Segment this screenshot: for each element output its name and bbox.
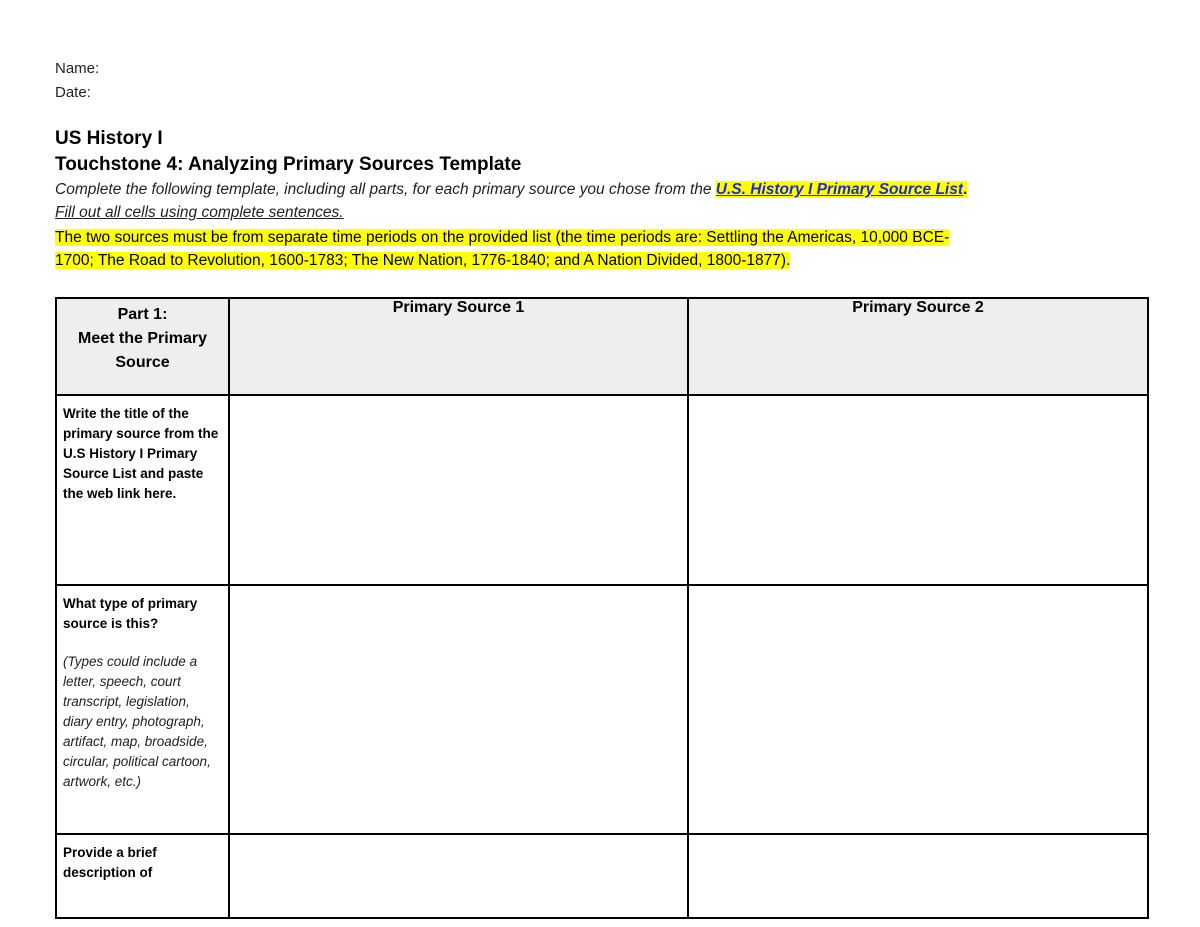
analysis-table bbox=[55, 297, 1149, 919]
student-info bbox=[55, 57, 99, 105]
row-label-cell bbox=[56, 585, 229, 834]
table-row bbox=[56, 585, 1148, 834]
row-label-cell bbox=[56, 834, 229, 918]
table-row bbox=[56, 395, 1148, 585]
title-block bbox=[55, 126, 1155, 272]
table-header-row bbox=[56, 298, 1148, 395]
instructions-lead: Complete the following template, including all parts, for each primary source you chose from the bbox=[55, 181, 716, 198]
fill-note: Fill out all cells using complete sentences. bbox=[55, 204, 344, 221]
part-header-line-1: Part 1: bbox=[117, 306, 168, 323]
part-header-line-2: Meet the Primary bbox=[78, 330, 207, 347]
source-1-title-cell[interactable] bbox=[229, 395, 688, 585]
course-title: US History I bbox=[55, 128, 163, 149]
instructions-line bbox=[55, 178, 1155, 202]
source-2-title-cell[interactable] bbox=[688, 395, 1148, 585]
instructions-period: . bbox=[963, 181, 968, 198]
source-1-type-cell[interactable] bbox=[229, 585, 688, 834]
row-label: What type of primary source is this? bbox=[63, 596, 198, 631]
source-1-description-cell[interactable] bbox=[229, 834, 688, 918]
primary-source-list-link[interactable]: U.S. History I Primary Source List bbox=[715, 181, 964, 198]
time-period-line-1: The two sources must be from separate time periods on the provided list (the time periods are: Settling the Americas, 10,000 BCE- bbox=[55, 229, 950, 246]
assignment-title: Touchstone 4: Analyzing Primary Sources Template bbox=[55, 154, 522, 175]
primary-source-1-header: Primary Source 1 bbox=[229, 298, 688, 395]
row-hint: (Types could include a letter, speech, court transcript, legislation, diary entry, photograph, artifact, map, broadside, circular, political cartoon, artwork, etc.) bbox=[63, 654, 211, 789]
source-2-type-cell[interactable] bbox=[688, 585, 1148, 834]
row-label: Provide a brief description of bbox=[63, 845, 157, 880]
source-2-description-cell[interactable] bbox=[688, 834, 1148, 918]
table-row bbox=[56, 834, 1148, 918]
row-label-cell bbox=[56, 395, 229, 585]
name-label: Name: bbox=[55, 60, 100, 77]
time-period-line-2: 1700; The Road to Revolution, 1600-1783; The New Nation, 1776-1840; and A Nation Divided, 1800-1877). bbox=[55, 252, 791, 269]
date-label: Date: bbox=[55, 84, 91, 101]
part-header-line-3: Source bbox=[115, 354, 170, 371]
row-label: Write the title of the primary source from the U.S History I Primary Source List and paste the web link here. bbox=[63, 406, 219, 501]
time-period-note bbox=[55, 226, 1155, 272]
primary-source-2-header: Primary Source 2 bbox=[688, 298, 1148, 395]
part-header bbox=[56, 298, 229, 395]
